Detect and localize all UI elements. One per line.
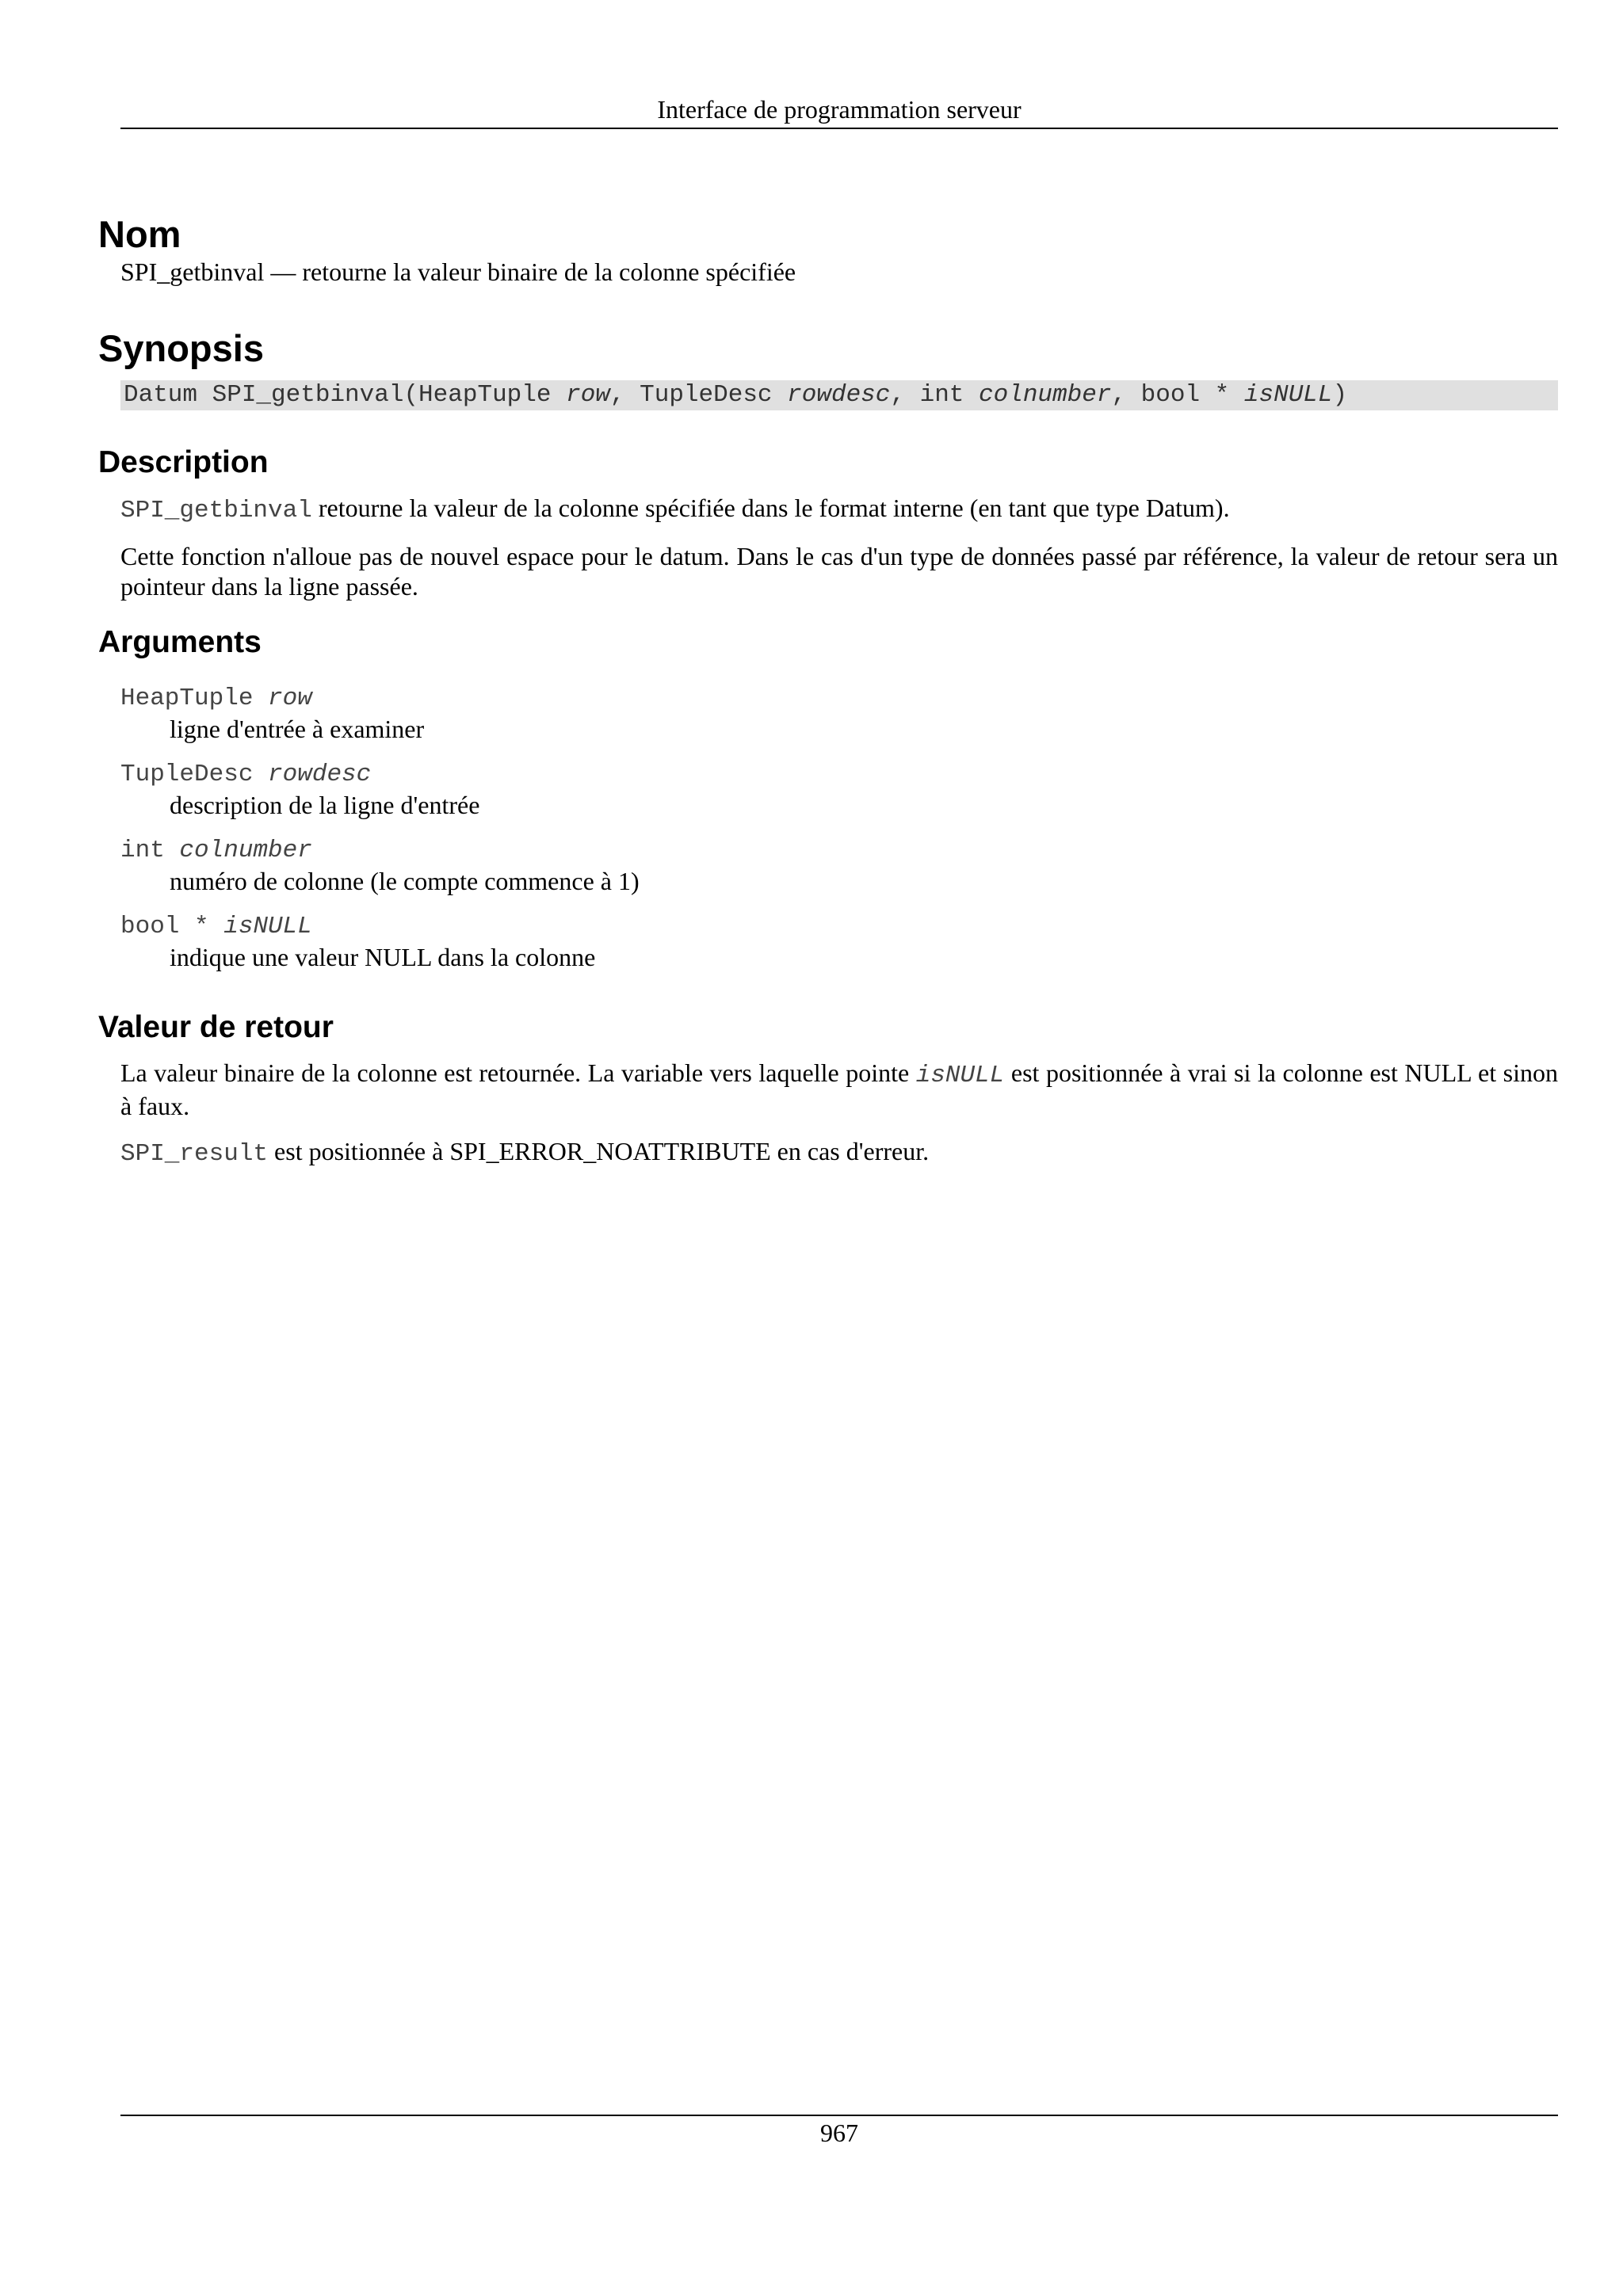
synopsis-code [120, 380, 1558, 410]
section-heading-arguments: Arguments [98, 625, 262, 659]
return-paragraph: La valeur binaire de la colonne est retournée. La variable vers laquelle pointe isNULL est positionnée à vrai si la colonne est NULL et sinon à faux. [120, 1058, 1559, 1120]
return-paragraph: SPI_result est positionnée à SPI_ERROR_NOATTRIBUTE en cas d'erreur. [120, 1137, 930, 1168]
running-header: Interface de programmation serveur [657, 95, 1022, 124]
argument-term: int colnumber [120, 837, 312, 864]
arguments-list [98, 684, 1558, 972]
argument-term: TupleDesc rowdesc [120, 761, 372, 788]
argument-description: description de la ligne d'entrée [170, 791, 480, 819]
description-paragraph: SPI_getbinval retourne la valeur de la colonne spécifiée dans le format interne (en tant que type Datum). [120, 494, 1230, 524]
isnull-code: isNULL [915, 1062, 1005, 1089]
section-heading-synopsis: Synopsis [98, 327, 264, 369]
description-paragraph: Cette fonction n'alloue pas de nouvel espace pour le datum. Dans le cas d'un type de données passé par référence, la valeur de retour sera un pointeur dans la ligne passée. [120, 542, 1558, 601]
synopsis-sep: , TupleDesc [609, 381, 788, 409]
refpurpose: SPI_getbinval — retourne la valeur binaire de la colonne spécifiée [120, 257, 796, 286]
synopsis-prefix: Datum SPI_getbinval(HeapTuple [124, 381, 567, 409]
function-name-code: SPI_getbinval [120, 497, 312, 524]
argument-term: HeapTuple row [120, 685, 312, 712]
synopsis-param-colnumber: colnumber [979, 381, 1112, 409]
section-heading-nom: Nom [98, 213, 181, 255]
argument-term: bool * isNULL [120, 913, 312, 940]
argument-description: ligne d'entrée à examiner [170, 715, 425, 743]
synopsis-suffix: ) [1332, 381, 1348, 409]
footer-rule [120, 2115, 1558, 2116]
spi-result-code: SPI_result [120, 1140, 269, 1168]
argument-description: numéro de colonne (le compte commence à 1) [170, 867, 640, 895]
synopsis-param-isnull: isNULL [1243, 381, 1333, 409]
section-heading-description: Description [98, 445, 269, 479]
argument-description: indique une valeur NULL dans la colonne [170, 943, 596, 971]
synopsis-sep: , int [890, 381, 980, 409]
header-rule [120, 128, 1558, 129]
synopsis-sep: , bool * [1111, 381, 1244, 409]
section-heading-valeur-de-retour: Valeur de retour [98, 1010, 334, 1044]
page-number: 967 [820, 2119, 858, 2147]
synopsis-param-row: row [566, 381, 610, 409]
synopsis-param-rowdesc: rowdesc [787, 381, 891, 409]
page-content [98, 212, 1558, 1169]
